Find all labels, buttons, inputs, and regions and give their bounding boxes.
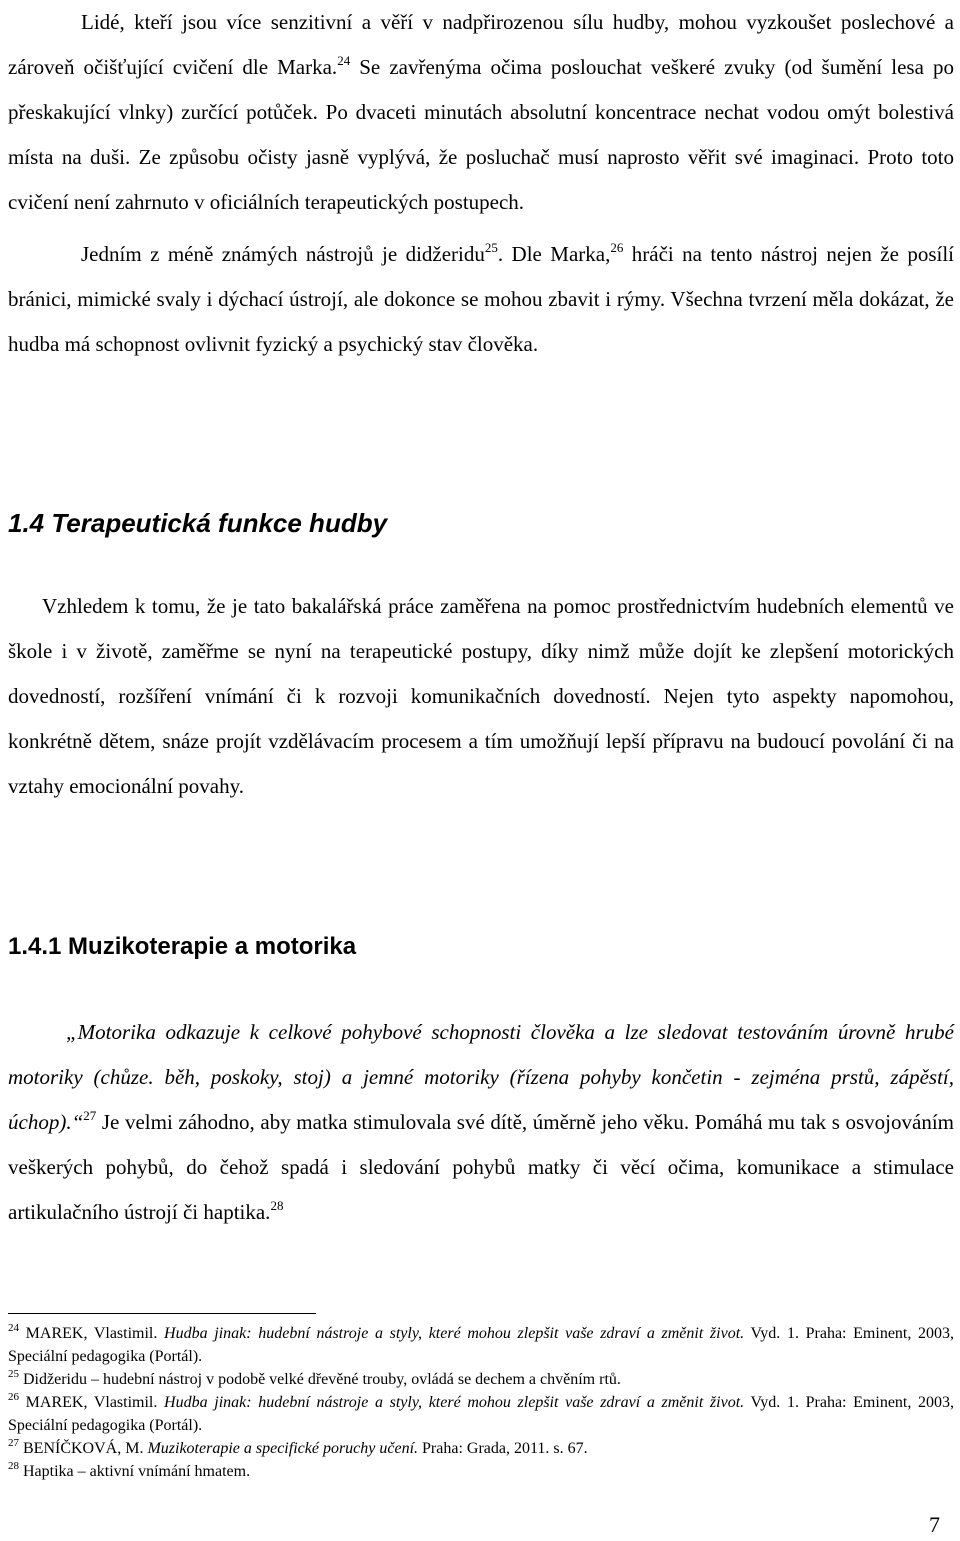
paragraph-text: hráči na tento nástroj nejen že posílí bránici, mimické svaly i dýchací ústrojí, ale dokonce se mohou zbavit i rýmy. Všechna tvrzení měla dokázat, že hudba má schopnost ovlivnit fyzický a psychický stav člověka.	[8, 242, 954, 356]
footnote-ref-24[interactable]: 24	[337, 53, 351, 68]
footnote-ref-28[interactable]: 28	[270, 1198, 284, 1213]
paragraph-text: Lidé, kteří jsou více senzitivní a věří v nadpřirozenou sílu hudby, mohou vyzkoušet poslechové a zároveň očišťující cvičení dle Marka.	[8, 10, 954, 79]
section-heading: 1.4 Terapeutická funkce hudby	[8, 508, 388, 538]
page-number: 7	[929, 1512, 940, 1537]
footnote-text: Vyd. 1. Praha: Eminent, 2003, Speciální pedagogika (Portál).	[8, 1325, 955, 1365]
footnote-ref-26[interactable]: 26	[610, 240, 624, 255]
footnote-number: 25	[8, 1368, 19, 1380]
footnote-number: 26	[8, 1391, 19, 1403]
paragraph-text: Se zavřenýma očima poslouchat veškeré zvuky (od šumění lesa po přeskakující vlnky) zurčící potůček. Po dvaceti minutách absolutní koncentrace nechat vodou omýt bolestivá místa na duši. Ze způsobu očisty jasně vyplývá, že posluchač musí naprosto věřit své imaginaci. Proto toto cvičení není zahrnuto v oficiálních terapeutických postupech.	[8, 55, 954, 214]
footnote-26	[8, 1391, 954, 1437]
footnote-24	[8, 1322, 954, 1368]
paragraph-text: Je velmi záhodno, aby matka stimulovala své dítě, úměrně jeho věku. Pomáhá mu tak s osvojováním veškerých pohybů, do čehož spadá i sledování pohybů matky či věcí očima, komunikace a stimulace artikulačního ústrojí či haptika.	[8, 1110, 954, 1224]
footnote-separator	[8, 1313, 316, 1314]
paragraph-text: Jedním z méně známých nástrojů je didžeridu	[81, 242, 485, 266]
footnote-number: 27	[8, 1437, 19, 1449]
quotation: „Motorika odkazuje k celkové pohybové schopnosti člověka a lze sledovat testováním úrovně hrubé motoriky (chůze. běh, poskoky, stoj) a jemné motoriky (řízena pohyby končetin - zejména prstů, zápěstí, úchop).“	[8, 1020, 954, 1134]
footnote-ref-27[interactable]: 27	[83, 1108, 97, 1123]
footnote-number: 24	[8, 1322, 19, 1334]
footnote-28	[8, 1460, 954, 1483]
paragraph-marek-exercise	[8, 0, 954, 225]
footnote-author: MAREK, Vlastimil.	[25, 1325, 158, 1342]
footnotes	[8, 1322, 954, 1483]
footnote-25	[8, 1368, 954, 1391]
footnote-author: BENÍČKOVÁ, M.	[23, 1440, 144, 1457]
paragraph-didgeridoo	[8, 232, 954, 367]
footnote-27	[8, 1437, 954, 1460]
paragraph-text: Vzhledem k tomu, že je tato bakalářská práce zaměřena na pomoc prostřednictvím hudebních elementů ve škole i v životě, zaměřme se nyní na terapeutické postupy, díky nimž může dojít ke zlepšení motorických dovedností, rozšíření vnímání či k rozvoji komunikačních dovedností. Nejen tyto aspekty napomohou, konkrétně dětem, snáze projít vzdělávacím procesem a tím umožňují lepší přípravu na budoucí povolání či na vztahy emocionální povahy.	[8, 594, 954, 798]
footnote-ref-25[interactable]: 25	[484, 240, 498, 255]
subsection-heading: 1.4.1 Muzikoterapie a motorika	[8, 933, 357, 960]
footnote-title: Hudba jinak: hudební nástroje a styly, které mohou zlepšit vaše zdraví a změnit život.	[157, 1325, 745, 1342]
footnote-author: MAREK, Vlastimil.	[25, 1394, 158, 1411]
paragraph-text: . Dle Marka,	[497, 242, 611, 266]
paragraph-motor-skills	[8, 1010, 954, 1235]
footnote-text: Haptika – aktivní vnímání hmatem.	[23, 1463, 251, 1480]
footnote-title: Muzikoterapie a specifické poruchy učení.	[143, 1440, 419, 1457]
footnote-number: 28	[8, 1460, 19, 1472]
footnote-text: Praha: Grada, 2011. s. 67.	[418, 1440, 588, 1457]
footnote-title: Hudba jinak: hudební nástroje a styly, které mohou zlepšit vaše zdraví a změnit život.	[157, 1394, 745, 1411]
footnote-text: Didžeridu – hudební nástroj v podobě velké dřevěné trouby, ovládá se dechem a chvěním rtů.	[23, 1371, 621, 1388]
paragraph-therapeutic-function	[8, 584, 954, 809]
footnote-text: Vyd. 1. Praha: Eminent, 2003, Speciální pedagogika (Portál).	[8, 1394, 955, 1434]
